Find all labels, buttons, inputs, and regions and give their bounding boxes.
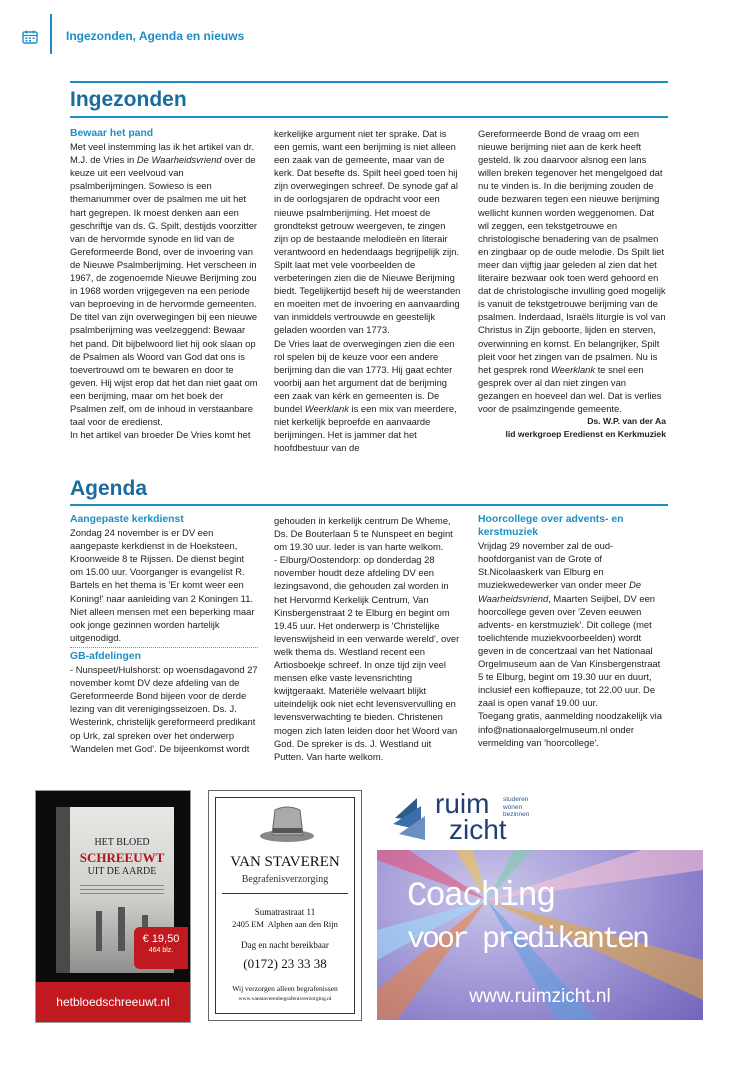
event-heading: Hoorcollege over advents- en kerstmuziek xyxy=(478,514,624,539)
header-divider xyxy=(50,14,52,54)
brand-word-top: ruim xyxy=(435,790,490,819)
paragraph: Zondag 24 november is er DV een aangepaste kerkdienst in de Hoeksteen, Kroonweide 8 te Rijssen. De dienst begint om 15.00 uur. Voorganger is evangelist R. Bartels en het thema is 'Er komt weer een Koning!' naar aanleiding van 2 Koningen 11. Niet alleen mensen met een beperking maar ook jonge gezinnen worden hartelijk uitgenodigd. xyxy=(70,527,255,643)
paragraph: gehouden in kerkelijk centrum De Wheme, Ds. De Bouterlaan 5 te Nunspeet en begint om 19.30 uur. Ieder is van harte welkom. xyxy=(274,515,453,553)
section-rule-agenda xyxy=(70,504,668,506)
website-link[interactable]: www.vanstaverenbegrafenisverzorging.nl xyxy=(238,996,332,1002)
brand-tagline xyxy=(503,796,529,819)
agenda-column-2 xyxy=(274,514,462,763)
ruimzicht-link[interactable]: www.ruimzicht.nl xyxy=(469,986,611,1007)
ingezonden-column-3 xyxy=(478,127,666,441)
ingezonden-column-2 xyxy=(274,127,462,454)
author-role: lid werkgroep Eredienst en Kerkmuziek xyxy=(505,429,666,440)
book-site-bar[interactable] xyxy=(36,982,190,1022)
page-count: 464 blz. xyxy=(148,947,174,954)
paragraph: - Nunspeet/Hulshorst: op woensdagavond 27 november komt DV deze afdeling van de Gereformeerde Bond bijeen voor de derde lezing van dit verenigingsseizoen. Ds. J. Westerink, christelijk gereformeerd predikant op Urk, zal spreken over het onderwerp 'Wandelen met God'. De bijeenkomst wordt xyxy=(70,664,258,754)
top-hat-icon xyxy=(256,802,318,844)
section-rule-top xyxy=(70,81,668,83)
price-value: € 19,50 xyxy=(142,933,180,945)
tagline-word: wonen xyxy=(503,803,523,811)
address-city: 2405 EM Alphen aan den Rijn xyxy=(232,919,338,929)
event-heading: GB-afdelingen xyxy=(70,650,142,662)
phone-number[interactable]: (0172) 23 33 38 xyxy=(243,956,327,971)
paragraph: Met veel instemming las ik het artikel van dr. M.J. de Vries in De Waarheidsvriend over de keuze uit een veelvoud van psalmberijmingen. Sowieso is een themanummer over de psalmen me uit het hart gegrepen. Ik moest denken aan een geschriftje van ds. G. Spilt, destijds voorzitter van de hervormde synode en lid van de Gereformeerde Bond, over de invoering van de Nieuwe Psalmberijming. Het verscheen in 1967, de zogenoemde Nieuwe Berijming zou in 1968 worden vrijgegeven na een periode van beproeving in de hervormde gemeenten. De titel van zijn overwegingen bij een nieuwe psalmberijming was veelzeggend: Bewaar het pand. Dit bijbelwoord liet hij ook slaan op de Psalmen als Woord van God dat ons is toevertrouwd om te bewaren en door te geven. Hij wijst erop dat het dan niet gaat om een berijming, maar om het boek der Psalmen zelf, om de inhoud in verstaanbare taal voor de eredienst. xyxy=(70,141,258,428)
event-heading: Aangepaste kerkdienst xyxy=(70,514,184,525)
paragraph: - Elburg/Oostendorp: op donderdag 28 november houdt deze afdeling DV een lezingsavond, die gehouden zal worden in het Hervormd Kerkelijk Centrum, Van Kinsbergenstraat 2 te Elburg en begint om 19.45 uur. Het onderwerp is 'Christelijke levenswijsheid in een verwarde wereld', over welk thema ds. Westland recent een Artiosboekje schreef. In onze tijd zijn veel mensen elke vaste levensrichting kwijtgeraakt. Materiële welvaart blijkt uiteindelijk ook niet echt levensvervulling en levensverwachting te bieden. Christenen mogen zich laten leiden door het Woord van God. De spreker is ds. J. Westland uit Putten. Van harte welkom. xyxy=(274,554,460,762)
availability: Dag en nacht bereikbaar xyxy=(241,940,329,950)
section-title-agenda: Agenda xyxy=(70,477,148,500)
tagline-word: bezinnen xyxy=(503,811,530,818)
address-street: Sumatrastraat 11 xyxy=(254,907,316,917)
agenda-column-1 xyxy=(70,513,258,755)
book-site-link[interactable]: hetbloedschreeuwt.nl xyxy=(56,995,170,1009)
dotted-separator xyxy=(70,647,258,648)
book-title-line: HET BLOED xyxy=(94,837,150,848)
ad-frame xyxy=(215,797,355,1014)
book-advertisement[interactable] xyxy=(35,790,191,1023)
coaching-advertisement[interactable] xyxy=(377,790,703,1020)
paragraph: In het artikel van broeder De Vries komt het xyxy=(70,429,251,441)
section-header-title: Ingezonden, Agenda en nieuws xyxy=(66,29,245,43)
paragraph: De Vries laat de overwegingen zien die een rol spelen bij de keuze voor een andere berijming dan die van 1773. Hij gaat echter voorbij aan het argument dat de berijming een zaak van kérk en gemeenten is. De bundel Weerklank is een mix van meerdere, niet kerkelijk beproefde en aanvaarde berijmingen. Het is jammer dat het hoofdbestuur van de xyxy=(274,337,457,454)
paragraph: kerkelijke argument niet ter sprake. Dat is een gemis, want een berijming is niet alleen een zaak van de gemeente, maar van de kerk. Dat besefte ds. Spilt heel goed toen hij zijn overwegingen schreef. De synode gaf al in de oorlogsjaren de opdracht voor een nieuwe psalmberijming. Het moest de grondtekst getrouw weergeven, te zingen zijn op de bestaande melodieën en literair verantwoord en hedendaags begrijpelijk zijn. Spilt laat met vele voorbeelden de verbeteringen zien die de Nieuwe Berijming biedt. Tegelijkertijd beseft hij de weerstanden en moeiten met de invoering en aanvaarding van inmiddels vertrouwde en geestelijk geladen woorden van 1773. xyxy=(274,128,461,336)
letter-heading: Bewaar het pand xyxy=(70,128,154,139)
brand-word-bottom: zicht xyxy=(449,814,507,845)
author-name: Ds. W.P. van der Aa xyxy=(587,416,666,427)
paragraph: Vrijdag 29 november zal de oud-hoofdorganist van de Grote of St.Nicolaaskerk van Elburg en muziekwedewerker van onder meer De Waarheidsvriend, Maarten Seijbel, DV een hoorcollege geven over 'Zeven eeuwen advents- en kerstmuziek'. Dit college (met toelichtende muziekvoorbeelden) wordt geven in de concertzaal van het Nationaal Orgelmuseum aan de Van Kinsbergenstraat 5 te Elburg, begint om 19.30 uur en duurt, inclusief een koffiepauze, tot 22.00 uur. De zaal is open vanaf 19.00 uur. xyxy=(478,540,661,709)
headline-coaching: Coaching xyxy=(407,878,555,916)
book-title-line: UIT DE AARDE xyxy=(87,866,157,877)
section-rule-bottom xyxy=(70,116,668,118)
tagline-word: studeren xyxy=(503,796,529,803)
ingezonden-column-1 xyxy=(70,127,258,441)
agenda-column-3 xyxy=(478,513,666,749)
service-note: Wij verzorgen alleen begrafenissen xyxy=(232,984,338,993)
section-title-ingezonden: Ingezonden xyxy=(70,88,187,111)
paragraph: Gereformeerde Bond de vraag om een nieuwe berijming niet aan de kerk heeft gesteld. Ik zou daarvoor alsnog een lans willen breken tegenover het mengelgoed dat nu te vinden is. In die berijming zouden de oude bezwaren tegen een nieuwe berijming wellicht kunnen worden weggenomen. Dat wil zeggen, een tekstgetrouwe en christologische benadering van de psalmen en zingbaar op de oude melodie. Ds Spilt liet meer dan vijftig jaar geleden al zien dat het literaire bezwaar ook toen werd gehoord en dat de christologische invulling goed mogelijk is vanuit de tekstgetrouwe berijming van de psalmen. Inderdaad, Israëls liturgie is vol van Christus in Zijn geboorte, lijden en sterven, overwinning en komst. En belangrijker, Spilt pleit voor het zingen van de psalmen. Nu is het gesprek rond Weerklank te snel een gesprek over al dan niet zingen van gezangen en hoeveel dan wel. Dat is verlies voor de psalmzingende gemeente. xyxy=(478,128,666,414)
book-title-main: SCHREEUWT xyxy=(79,850,165,865)
headline-predikanten: voor predikanten xyxy=(407,923,648,957)
price-badge xyxy=(134,927,188,969)
funeral-advertisement[interactable] xyxy=(208,790,362,1021)
paragraph: Toegang gratis, aanmelding noodzakelijk via info@nationaalorgelmuseum.nl onder vermelding van 'hoorcollege'. xyxy=(478,710,662,748)
company-name: VAN STAVEREN xyxy=(230,854,340,870)
company-subtitle: Begrafenisverzorging xyxy=(241,874,329,885)
calendar-icon xyxy=(22,30,38,44)
